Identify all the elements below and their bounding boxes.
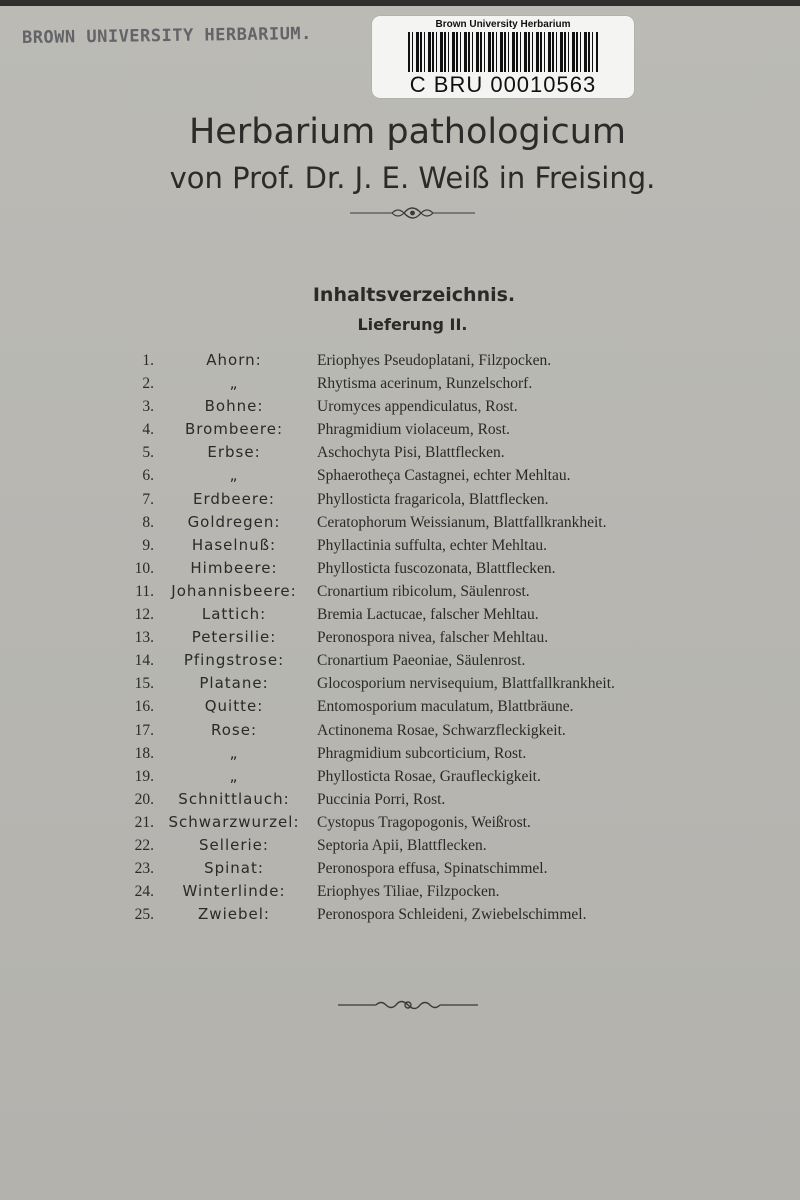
entry-pathogen: Bremia Lactucae, falscher Mehltau. [317, 606, 539, 624]
entry-pathogen: Phragmidium subcorticium, Rost. [317, 744, 527, 762]
toc-entry [110, 788, 750, 811]
entry-number: 6. [142, 467, 154, 485]
entry-number: 5. [142, 444, 154, 462]
toc-entry [110, 441, 750, 464]
toc-entry [110, 742, 750, 765]
entry-plant: Petersilie: [191, 628, 277, 647]
entry-plant: Erbse: [207, 443, 261, 462]
toc-entry [110, 765, 750, 788]
entry-number: 8. [142, 513, 154, 531]
toc-entry [110, 557, 750, 580]
toc-entry [110, 649, 750, 672]
entry-pathogen: Actinonema Rosae, Schwarzfleckigkeit. [317, 721, 566, 739]
entry-number: 19. [134, 767, 154, 785]
scan-edge-bar [0, 0, 800, 6]
entry-plant: Lattich: [201, 605, 267, 624]
entry-pathogen: Rhytisma acerinum, Runzelschorf. [317, 375, 533, 393]
entry-pathogen: Peronospora Schleideni, Zwiebelschimmel. [317, 906, 587, 924]
toc-entry [110, 626, 750, 649]
entry-number: 9. [142, 536, 154, 554]
page-title: Herbarium pathologicum [188, 112, 626, 152]
entry-plant: Zwiebel: [198, 905, 270, 924]
entry-number: 23. [134, 860, 154, 878]
barcode-label [372, 16, 634, 98]
toc-entry [110, 534, 750, 557]
ornament-divider-icon [350, 204, 475, 222]
toc-entry [110, 372, 750, 395]
entry-number: 7. [142, 490, 154, 508]
toc-entry [110, 395, 750, 418]
barcode-icon [408, 32, 598, 72]
toc-entry [110, 719, 750, 742]
entry-pathogen: Uromyces appendiculatus, Rost. [317, 398, 518, 416]
entry-number: 25. [134, 906, 154, 924]
entry-plant: Johannisbeere: [171, 581, 297, 600]
entry-pathogen: Cronartium Paeoniae, Säulenrost. [317, 652, 526, 670]
toc-entry [110, 695, 750, 718]
entry-plant: Spinat: [204, 859, 264, 878]
barcode-title: Brown University Herbarium [435, 19, 571, 30]
entry-plant: Schnittlauch: [178, 789, 290, 808]
entry-pathogen: Peronospora effusa, Spinatschimmel. [317, 860, 548, 878]
entry-number: 13. [134, 629, 154, 647]
entry-pathogen: Peronospora nivea, falscher Mehltau. [317, 629, 549, 647]
entry-number: 17. [134, 721, 154, 739]
entry-pathogen: Phragmidium violaceum, Rost. [317, 421, 510, 439]
entry-number: 1. [142, 352, 154, 369]
ornament-footer-icon [338, 996, 478, 1014]
toc-entry [110, 349, 750, 372]
entry-pathogen: Cystopus Tragopogonis, Weißrost. [317, 813, 531, 831]
toc-entry [110, 418, 750, 441]
entry-plant: Ahorn: [206, 351, 262, 369]
entry-pathogen: Phyllosticta fuscozonata, Blattflecken. [317, 559, 556, 577]
page-subtitle: von Prof. Dr. J. E. Weiß in Freising. [169, 161, 656, 195]
toc-entry [110, 880, 750, 903]
entry-plant: Rose: [210, 720, 258, 739]
entry-pathogen: Phyllosticta fragaricola, Blattflecken. [317, 490, 549, 508]
entry-plant: Winterlinde: [182, 882, 286, 901]
entry-pathogen: Eriophyes Tiliae, Filzpocken. [317, 883, 500, 901]
entry-number: 10. [134, 559, 154, 577]
entry-plant: Brombeere: [184, 420, 283, 439]
toc-entry [110, 672, 750, 695]
entry-plant: Pfingstrose: [183, 651, 285, 670]
entry-number: 14. [134, 652, 154, 670]
entry-plant: Erdbeere: [192, 489, 275, 508]
entry-pathogen: Puccinia Porri, Rost. [317, 790, 446, 808]
toc-heading: Inhaltsverzeichnis. [312, 284, 516, 306]
entry-pathogen: Ceratophorum Weissianum, Blattfallkrankheit. [317, 513, 607, 531]
entry-plant: Platane: [199, 674, 269, 693]
toc-entry [110, 834, 750, 857]
toc-entry [110, 580, 750, 603]
entry-number: 2. [142, 375, 154, 393]
entry-plant: „ [229, 466, 239, 485]
toc-entry [110, 811, 750, 834]
entry-pathogen: Entomosporium maculatum, Blattbräune. [317, 698, 574, 716]
entry-pathogen: Sphaerotheça Castagnei, echter Mehltau. [317, 467, 571, 485]
entry-plant: Bohne: [204, 397, 264, 416]
entry-pathogen: Eriophyes Pseudoplatani, Filzpocken. [317, 352, 552, 369]
entry-pathogen: Phyllosticta Rosae, Graufleckigkeit. [317, 767, 541, 785]
entry-number: 16. [134, 698, 154, 716]
herbarium-stamp: BROWN UNIVERSITY HERBARIUM. [21, 23, 312, 49]
toc-list [110, 349, 750, 926]
entry-plant: Schwarzwurzel: [168, 812, 300, 831]
toc-entry [110, 903, 750, 926]
entry-number: 4. [142, 421, 154, 439]
entry-pathogen: Glocosporium nervisequium, Blattfallkrankheit. [317, 675, 615, 693]
entry-plant: „ [229, 374, 239, 393]
entry-plant: Quitte: [204, 697, 264, 716]
entry-number: 21. [134, 813, 154, 831]
entry-pathogen: Aschochyta Pisi, Blattflecken. [317, 444, 505, 462]
entry-number: 11. [135, 582, 154, 600]
entry-pathogen: Phyllactinia suffulta, echter Mehltau. [317, 536, 547, 554]
entry-pathogen: Cronartium ribicolum, Säulenrost. [317, 582, 530, 600]
toc-entry [110, 857, 750, 880]
entry-number: 15. [134, 675, 154, 693]
entry-plant: „ [229, 766, 239, 785]
barcode-code: C BRU 00010563 [409, 72, 597, 97]
entry-number: 18. [134, 744, 154, 762]
toc-subheading: Lieferung II. [357, 315, 468, 334]
entry-plant: Goldregen: [187, 512, 281, 531]
entry-number: 3. [142, 398, 154, 416]
entry-number: 12. [134, 606, 154, 624]
entry-number: 24. [134, 883, 154, 901]
entry-plant: Himbeere: [190, 558, 278, 577]
toc-entry [110, 488, 750, 511]
toc-entry [110, 511, 750, 534]
entry-number: 22. [134, 836, 154, 854]
entry-plant: „ [229, 743, 239, 762]
toc-entry [110, 603, 750, 626]
entry-pathogen: Septoria Apii, Blattflecken. [317, 836, 487, 854]
entry-plant: Sellerie: [199, 835, 269, 854]
entry-plant: Haselnuß: [191, 535, 277, 554]
toc-entry [110, 464, 750, 487]
entry-number: 20. [134, 790, 154, 808]
